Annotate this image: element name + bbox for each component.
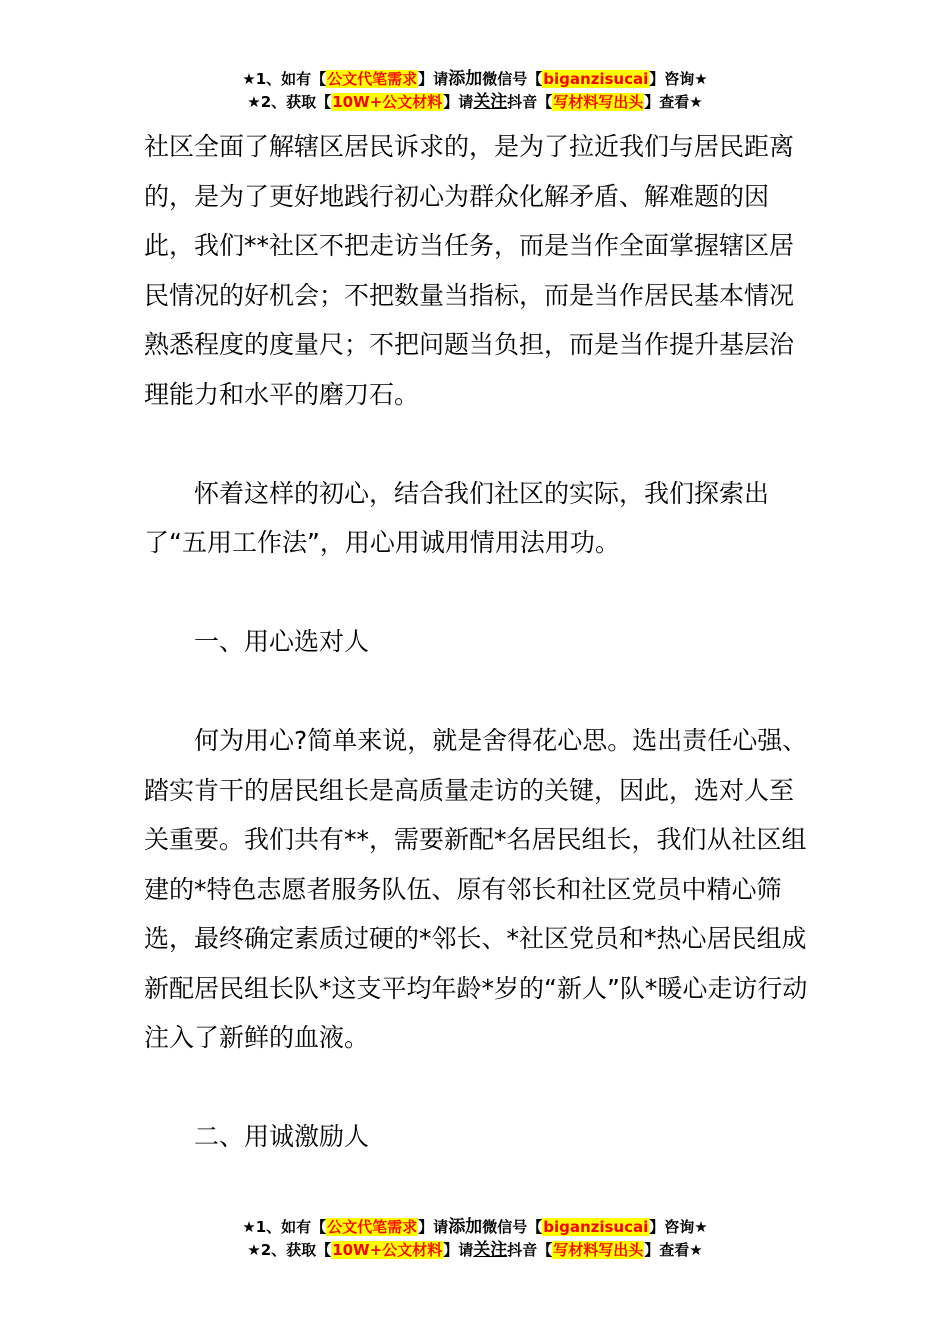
highlight-materials: 10W+公文材料: [332, 1241, 443, 1259]
paragraph-3: 何为用心?简单来说，就是舍得花心思。选出责任心强、踏实肯干的居民组长是高质量走访的关键，因此，选对人至关重要。我们共有**，需要新配*名居民组长，我们从社区组建的*特色志愿者服务队伍、原有邻长和社区党员中精心筛选，最终确定素质过硬的*邻长、*社区党员和*热心居民组成新配居民组长队*这支平均年龄*岁的“新人”队*暖心走访行动注入了新鲜的血液。: [144, 726, 808, 1052]
highlight-wechat-id: biganzisucai: [543, 70, 649, 88]
paragraph-2: 怀着这样的初心，结合我们社区的实际，我们探索出了“五用工作法”，用心用诚用情用法用功。: [144, 478, 770, 557]
promo-line-2: ★2、获取【10W+公文材料】请关注抖音【写材料写出头】查看★: [247, 1240, 703, 1260]
promo-line-1: ★1、如有【公文代笔需求】请添加微信号【biganzisucai】咨询★: [242, 69, 708, 89]
highlight-douyin-id: 写材料写出头: [553, 1241, 644, 1259]
highlight-service: 公文代笔需求: [327, 70, 418, 88]
promo-banner-bottom: [0, 1216, 950, 1262]
highlight-wechat-id: biganzisucai: [543, 1218, 649, 1236]
promo-banner-top: [0, 68, 950, 114]
section-heading-2: 二、用诚激励人: [194, 1122, 370, 1151]
highlight-service: 公文代笔需求: [327, 1218, 418, 1236]
document-body: [144, 122, 810, 1162]
promo-line-2: ★2、获取【10W+公文材料】请关注抖音【写材料写出头】查看★: [247, 92, 703, 112]
promo-line-1: ★1、如有【公文代笔需求】请添加微信号【biganzisucai】咨询★: [242, 1217, 708, 1237]
highlight-materials: 10W+公文材料: [332, 93, 443, 111]
paragraph-1: 社区全面了解辖区居民诉求的，是为了拉近我们与居民距离的，是为了更好地践行初心为群众化解矛盾、解难题的因此，我们**社区不把走访当任务，而是当作全面掌握辖区居民情况的好机会；不把数量当指标，而是当作居民基本情况熟悉程度的度量尺；不把问题当负担，而是当作提升基层治理能力和水平的磨刀石。: [144, 132, 795, 409]
highlight-douyin-id: 写材料写出头: [553, 93, 644, 111]
section-heading-1: 一、用心选对人: [194, 627, 370, 656]
